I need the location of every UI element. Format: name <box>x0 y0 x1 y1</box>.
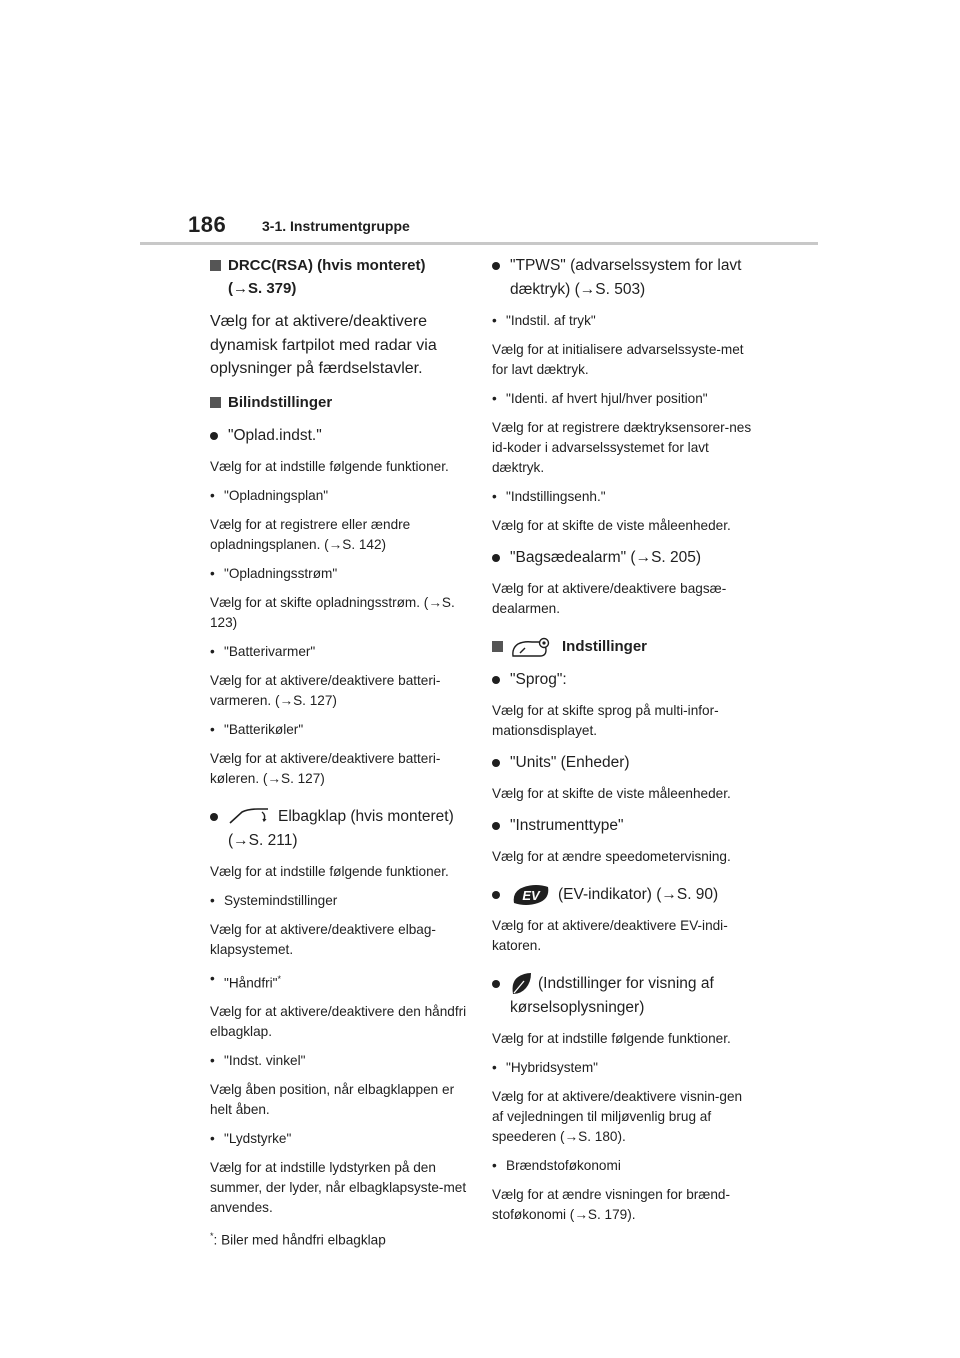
r-sub4-title: "Hybridsystem" <box>506 1060 598 1076</box>
subitem: • "Opladningsstrøm" <box>210 564 474 584</box>
sub6-description: Vælg for at aktivere/deaktivere den håndfri elbagklap. <box>210 1004 467 1040</box>
page-header <box>0 0 960 250</box>
oplad-description: Vælg for at indstille følgende funktioner. <box>210 458 449 474</box>
sprog-description: Vælg for at skifte sprog på multi-infor-mationsdisplayet. <box>492 703 719 739</box>
subitem: • "Indst. vinkel" <box>210 1051 474 1071</box>
subitem: • Brændstoføkonomi <box>492 1156 754 1176</box>
subitem: • "Indstil. af tryk" <box>492 311 754 331</box>
sub2-description: Vælg for at skifte opladningsstrøm. (→S. 123) <box>210 594 455 630</box>
footnote-text: : Biler med håndfri elbagklap <box>213 1232 386 1248</box>
r-sub5-description: Vælg for at ændre visningen for brænd-stoføkonomi (→S. 179). <box>492 1187 731 1223</box>
r-sub1-description: Vælg for at initialisere advarselssyste-met for lavt dæktryk. <box>492 342 744 377</box>
item-units <box>492 751 754 775</box>
subitem: • "Lydstyrke" <box>210 1129 474 1149</box>
round-bullet-icon <box>210 813 218 821</box>
right-column <box>492 254 754 1225</box>
instr-title: "Instrumenttype" <box>510 817 624 835</box>
round-bullet-icon <box>492 822 500 830</box>
oplad-title: "Oplad.indst." <box>228 426 322 444</box>
item-tpws <box>492 254 754 302</box>
item-elbagklap <box>210 805 474 853</box>
drcc-ref: (→S. 379) <box>228 280 297 297</box>
footnote <box>210 1226 474 1251</box>
sub3-title: "Batterivarmer" <box>224 643 316 659</box>
square-bullet-icon <box>492 641 503 652</box>
heading-drcc <box>210 254 474 300</box>
item-sprog <box>492 668 754 692</box>
round-bullet-icon <box>492 980 500 988</box>
subitem: • "Hybridsystem" <box>492 1058 754 1078</box>
sub5-title: Systemindstillinger <box>224 892 338 908</box>
elbag-description: Vælg for at indstille følgende funktioner. <box>210 863 449 879</box>
item-oplad <box>210 424 474 448</box>
units-title: "Units" (Enheder) <box>510 754 630 772</box>
subitem: • "Opladningsplan" <box>210 486 474 506</box>
r-sub3-description: Vælg for at skifte de viste måleenheder. <box>492 518 731 533</box>
sub1-title: "Opladningsplan" <box>224 487 329 503</box>
ev-title: (EV-indikator) (→S. 90) <box>558 886 719 904</box>
header-rule <box>140 242 818 245</box>
round-bullet-icon <box>492 676 500 684</box>
leaf-icon <box>510 972 532 996</box>
sprog-title: "Sprog": <box>510 671 567 689</box>
sub8-title: "Lydstyrke" <box>224 1131 292 1147</box>
indst-title: Indstillinger <box>562 638 648 655</box>
units-description: Vælg for at skifte de viste måleenheder. <box>492 786 731 802</box>
round-bullet-icon <box>492 759 500 767</box>
subitem: • "Håndfri"* <box>210 970 281 991</box>
r-sub3-title: "Indstillingsenh." <box>506 489 606 504</box>
ev-description: Vælg for at aktivere/deaktivere EV-indi-katoren. <box>492 918 728 954</box>
drcc-title: DRCC(RSA) (hvis monteret) <box>228 257 426 274</box>
r-sub1-title: "Indstil. af tryk" <box>506 313 596 328</box>
subitem: • "Indstillingsenh." <box>492 487 754 507</box>
tpws-title: "TPWS" (advarselssystem for lavt dæktryk) (→S. 503) <box>510 257 742 298</box>
section-title: 3-1. Instrumentgruppe <box>262 218 410 234</box>
sub4-description: Vælg for at aktivere/deaktivere batteri-køleren. (→S. 127) <box>210 750 441 786</box>
footnote-star: * <box>277 973 281 984</box>
item-ev-indikator <box>492 883 754 907</box>
gauge-settings-icon <box>510 636 556 658</box>
tailgate-icon <box>228 806 272 826</box>
item-bagsaedealarm <box>492 546 754 570</box>
subitem: • Systemindstillinger <box>210 891 474 911</box>
drcc-description: Vælg for at aktivere/deaktivere dynamisk fartpilot med radar via oplysninger på færdselstavler. <box>210 313 437 377</box>
round-bullet-icon <box>210 432 218 440</box>
eco-description: Vælg for at indstille følgende funktioner. <box>492 1031 731 1047</box>
page-number: 186 <box>188 212 227 237</box>
subitem: • "Batterikøler" <box>210 720 474 740</box>
item-instrumenttype <box>492 814 754 838</box>
item-eco-settings <box>492 972 754 1020</box>
r-sub2-description: Vælg for at registrere dæktryksensorer-nes id-koder i advarselssystemet for lavt dæktryk. <box>492 420 752 475</box>
ev-icon-text: EV <box>522 888 540 904</box>
sub4-title: "Batterikøler" <box>224 721 304 737</box>
elbag-title: Elbagklap (hvis monteret) <box>278 807 454 825</box>
bags-description: Vælg for at aktivere/deaktivere bagsæ-dealarmen. <box>492 581 727 616</box>
subitem: • "Identi. af hvert hjul/hver position" <box>492 389 754 409</box>
sub8-description: Vælg for at indstille lydstyrken på den summer, der lyder, når elbagklapsyste-met anvendes. <box>210 1160 467 1216</box>
sub3-description: Vælg for at aktivere/deaktivere batteri-varmeren. (→S. 127) <box>210 672 441 708</box>
footnote-star: * <box>210 1231 214 1242</box>
heading-bilindstillinger <box>210 391 474 414</box>
round-bullet-icon <box>492 891 500 899</box>
elbag-ref: (→S. 211) <box>228 831 298 849</box>
round-bullet-icon <box>492 262 500 270</box>
square-bullet-icon <box>210 260 221 271</box>
r-sub2-title: "Identi. af hvert hjul/hver position" <box>506 391 708 406</box>
sub7-title: "Indst. vinkel" <box>224 1053 306 1069</box>
subitem: • "Batterivarmer" <box>210 642 474 662</box>
sub1-description: Vælg for at registrere eller ændre opladningsplanen. (→S. 142) <box>210 516 411 552</box>
bil-title: Bilindstillinger <box>228 393 333 411</box>
sub6-title: "Håndfri" <box>224 975 278 991</box>
heading-indstillinger <box>492 635 754 658</box>
eco-title: (Indstillinger for visning af kørselsoplysninger) <box>510 975 714 1017</box>
r-sub4-description: Vælg for at aktivere/deaktivere visnin-gen af vejledningen til miljøvenlig brug af speederen (→S. 180). <box>492 1089 743 1145</box>
r-sub5-title: Brændstoføkonomi <box>506 1158 621 1174</box>
square-bullet-icon <box>210 397 221 408</box>
sub5-description: Vælg for at aktivere/deaktivere elbag-klapsystemet. <box>210 921 436 957</box>
ev-indicator-icon <box>510 883 552 907</box>
round-bullet-icon <box>492 554 500 562</box>
sub2-title: "Opladningsstrøm" <box>224 565 338 581</box>
sub7-description: Vælg åben position, når elbagklappen er helt åben. <box>210 1082 455 1118</box>
left-column <box>210 254 474 1251</box>
instr-description: Vælg for at ændre speedometervisning. <box>492 849 731 865</box>
bags-title: "Bagsædealarm" (→S. 205) <box>510 549 702 566</box>
